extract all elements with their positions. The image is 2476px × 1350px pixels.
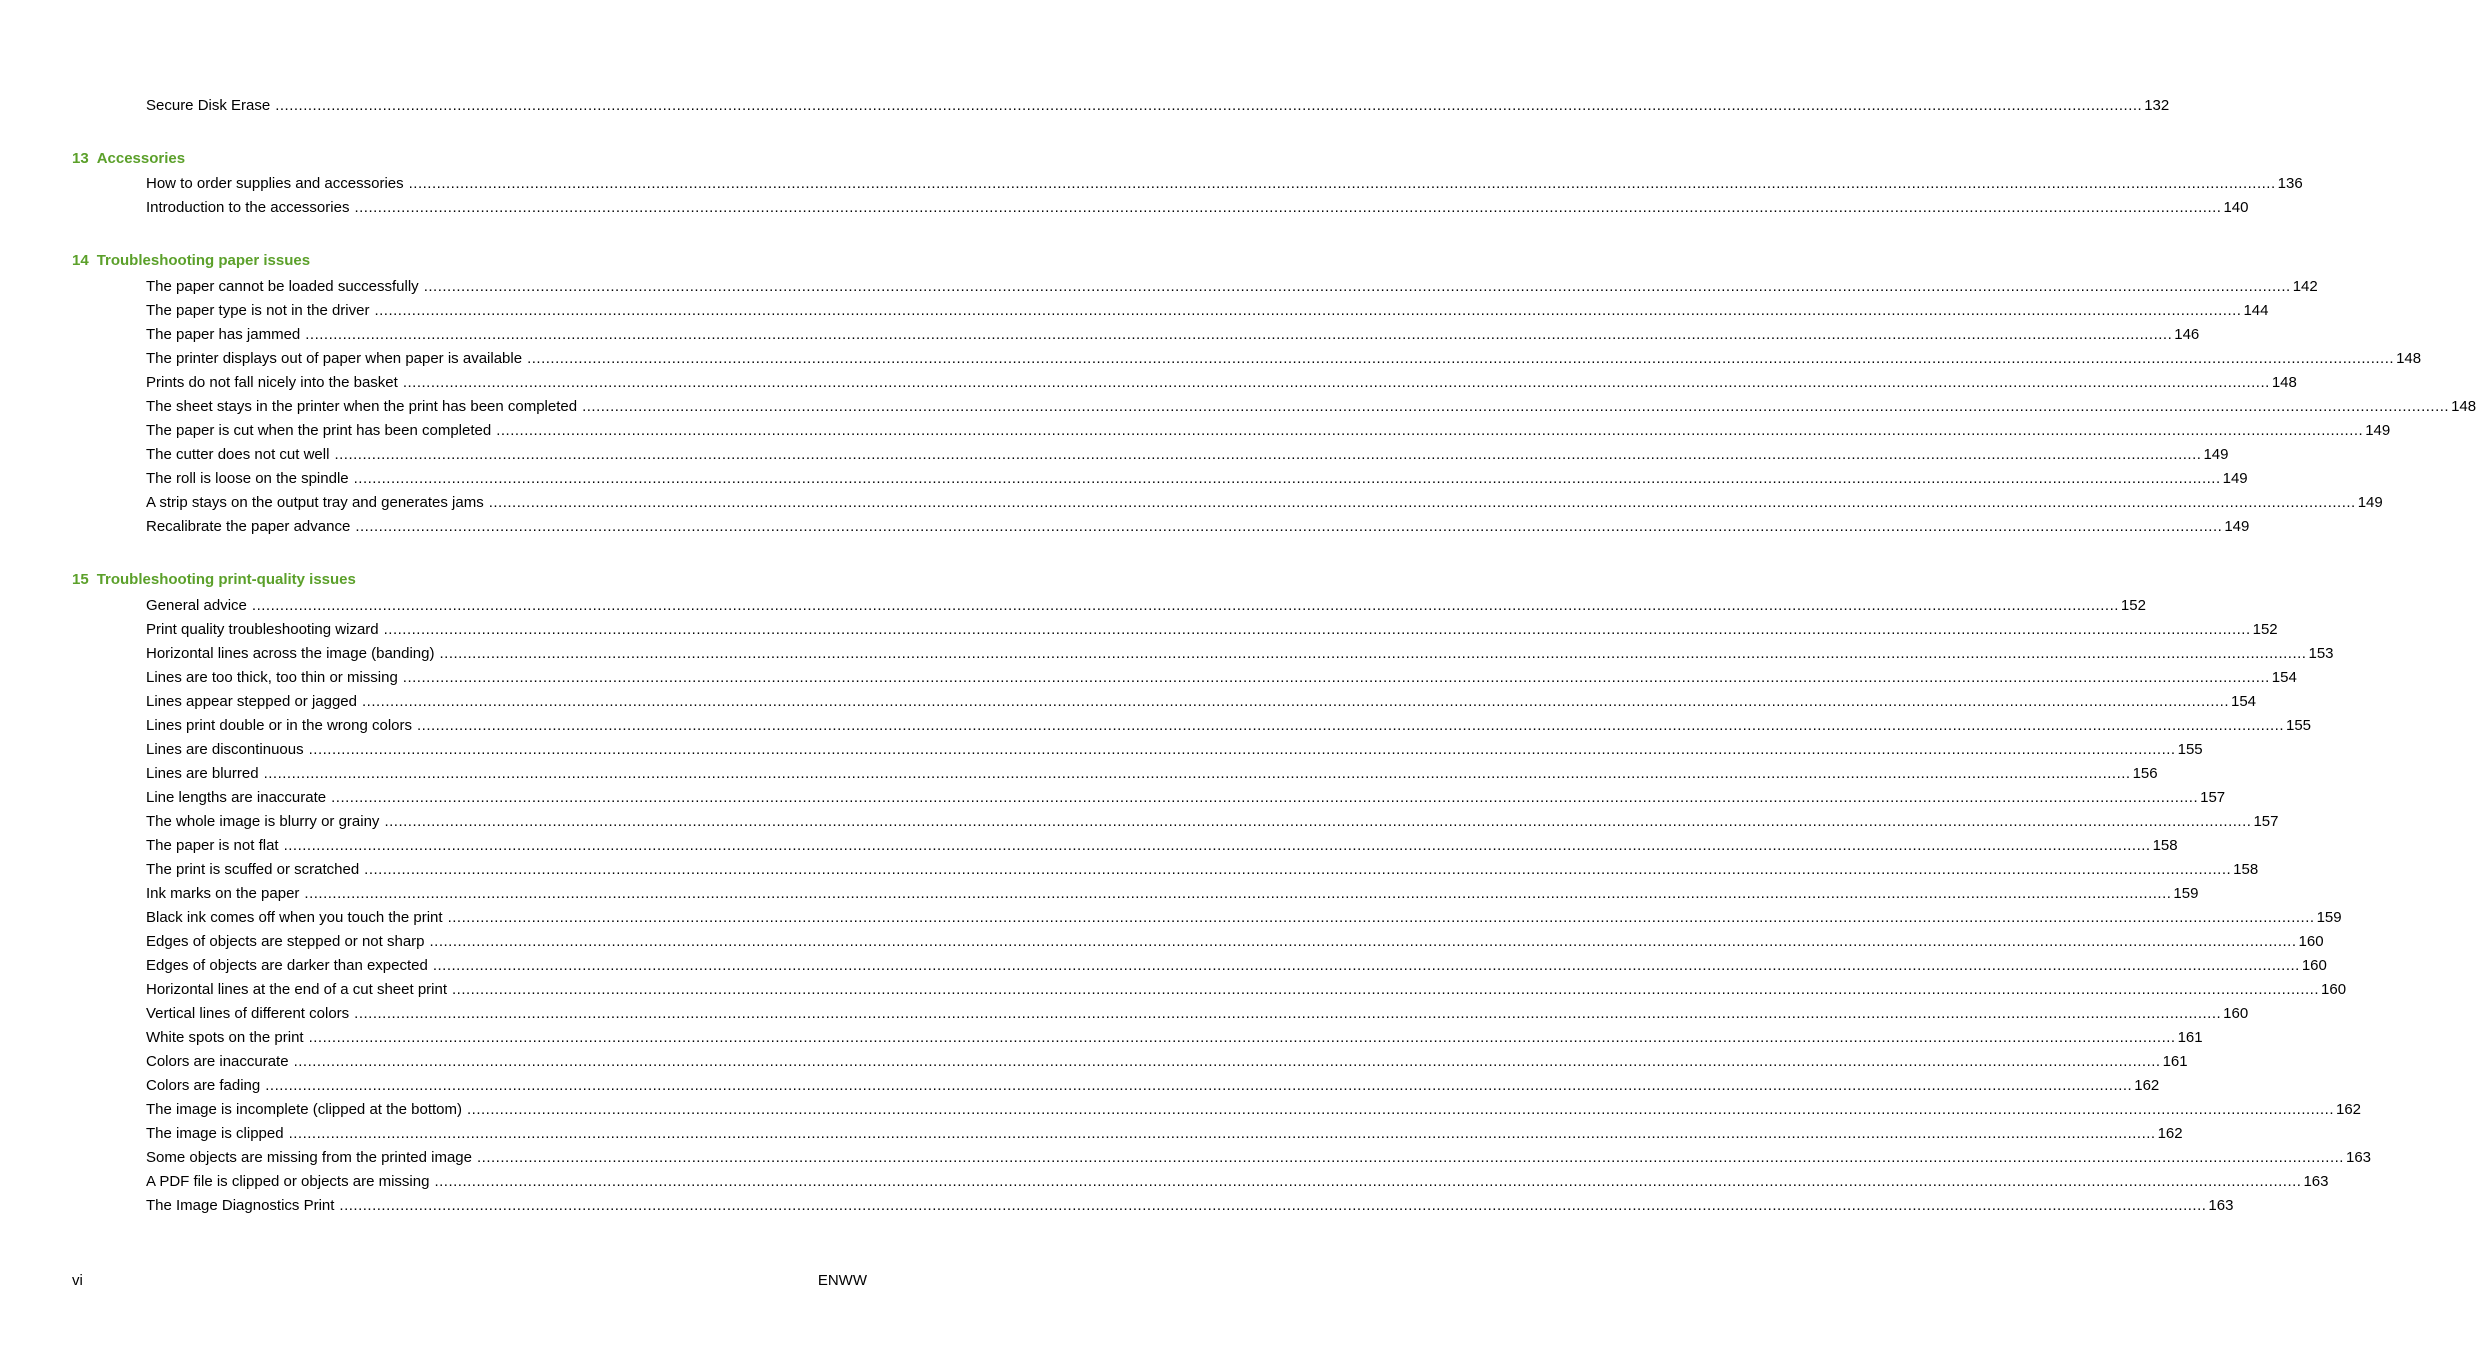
toc-entry-page-number[interactable]: 148 bbox=[2396, 350, 2422, 367]
dot-leader: ................................................................................................................................................................................................................................................................................................................................................................................................................ bbox=[265, 1077, 2133, 1094]
toc-entry-page-number[interactable]: 161 bbox=[2162, 1053, 2188, 1070]
toc-entry-page-number[interactable]: 142 bbox=[2292, 278, 2318, 295]
toc-entry[interactable] bbox=[146, 739, 2203, 761]
toc-entry-page-number[interactable]: 162 bbox=[2157, 1125, 2183, 1142]
toc-entry-page-number[interactable]: 161 bbox=[2177, 1029, 2203, 1046]
toc-entry-page-number[interactable]: 163 bbox=[2345, 1149, 2372, 1166]
toc-entry-title[interactable]: The paper is cut when the print has been completed bbox=[146, 422, 492, 439]
toc-entry[interactable] bbox=[146, 595, 2146, 617]
dot-leader: ................................................................................................................................................................................................................................................................................................................................................................................................................ bbox=[308, 1029, 2176, 1046]
toc-entry[interactable] bbox=[146, 300, 2269, 322]
toc-entry-page-number[interactable]: 162 bbox=[2336, 1101, 2362, 1118]
chapter-number: 13 bbox=[72, 150, 89, 167]
chapter-heading[interactable] bbox=[72, 250, 310, 272]
toc-entry-title[interactable]: Black ink comes off when you touch the print bbox=[146, 909, 443, 926]
dot-leader: ................................................................................................................................................................................................................................................................................................................................................................................................................ bbox=[527, 350, 2395, 367]
dot-leader: ................................................................................................................................................................................................................................................................................................................................................................................................................ bbox=[339, 1197, 2207, 1214]
toc-entry-title[interactable]: Line lengths are inaccurate bbox=[146, 789, 327, 806]
toc-entry-page-number[interactable]: 152 bbox=[2252, 621, 2278, 638]
dot-leader: ................................................................................................................................................................................................................................................................................................................................................................................................................ bbox=[283, 837, 2151, 854]
dot-leader: ................................................................................................................................................................................................................................................................................................................................................................................................................ bbox=[305, 326, 2173, 343]
footer-doc-code: ENWW bbox=[817, 1272, 867, 1289]
toc-entry[interactable] bbox=[146, 643, 2334, 665]
toc-entry-title[interactable]: General advice bbox=[146, 597, 247, 614]
toc-entry-page-number[interactable]: 155 bbox=[2286, 717, 2312, 734]
toc-entry-title[interactable]: Lines are too thick, too thin or missing bbox=[146, 669, 398, 686]
toc-entry-title[interactable]: Recalibrate the paper advance bbox=[146, 518, 351, 535]
toc-entry-page-number[interactable]: 158 bbox=[2233, 861, 2259, 878]
toc-entry-title[interactable]: Secure Disk Erase bbox=[146, 97, 271, 114]
dot-leader: ................................................................................................................................................................................................................................................................................................................................................................................................................ bbox=[383, 621, 2251, 638]
toc-entry-page-number[interactable]: 159 bbox=[2173, 885, 2199, 902]
toc-entry-title[interactable]: The image is clipped bbox=[146, 1125, 284, 1142]
dot-leader: ................................................................................................................................................................................................................................................................................................................................................................................................................ bbox=[353, 470, 2221, 487]
toc-entry-page-number[interactable]: 157 bbox=[2200, 789, 2226, 806]
chapter-number: 15 bbox=[72, 571, 89, 588]
toc-entry-title[interactable]: A strip stays on the output tray and generates jams bbox=[146, 494, 484, 511]
chapter-title[interactable]: Accessories bbox=[96, 150, 186, 167]
dot-leader: ................................................................................................................................................................................................................................................................................................................................................................................................................ bbox=[423, 278, 2291, 295]
toc-entry[interactable] bbox=[146, 492, 2383, 514]
toc-entry[interactable] bbox=[146, 173, 2303, 195]
toc-entry-page-number[interactable]: 160 bbox=[2298, 933, 2324, 950]
toc-entry-page-number[interactable]: 163 bbox=[2208, 1197, 2234, 1214]
toc-entry[interactable] bbox=[146, 197, 2249, 219]
toc-entry[interactable] bbox=[146, 396, 2476, 418]
toc-entry[interactable] bbox=[146, 1099, 2362, 1121]
toc-entry-page-number[interactable]: 160 bbox=[2321, 981, 2347, 998]
toc-entry[interactable] bbox=[146, 1027, 2203, 1049]
toc-entry-page-number[interactable]: 160 bbox=[2301, 957, 2327, 974]
dot-leader: ................................................................................................................................................................................................................................................................................................................................................................................................................ bbox=[308, 741, 2176, 758]
dot-leader: ................................................................................................................................................................................................................................................................................................................................................................................................................ bbox=[402, 669, 2270, 686]
toc-entry-title[interactable]: Lines print double or in the wrong colors bbox=[146, 717, 412, 734]
toc-entry-title[interactable]: Prints do not fall nicely into the basket bbox=[146, 374, 398, 391]
toc-entry-title[interactable]: The printer displays out of paper when paper is available bbox=[146, 350, 523, 367]
toc-entry[interactable] bbox=[146, 763, 2158, 785]
toc-entry[interactable] bbox=[146, 979, 2347, 1001]
toc-entry[interactable] bbox=[146, 811, 2279, 833]
toc-entry-title[interactable]: The sheet stays in the printer when the print has been completed bbox=[146, 398, 578, 415]
dot-leader: ................................................................................................................................................................................................................................................................................................................................................................................................................ bbox=[288, 1125, 2156, 1142]
toc-entry[interactable] bbox=[146, 1195, 2234, 1217]
dot-leader: ................................................................................................................................................................................................................................................................................................................................................................................................................ bbox=[275, 97, 2143, 114]
dot-leader: ................................................................................................................................................................................................................................................................................................................................................................................................................ bbox=[374, 302, 2242, 319]
dot-leader: ................................................................................................................................................................................................................................................................................................................................................................................................................ bbox=[439, 645, 2307, 662]
toc-entry-title[interactable]: The cutter does not cut well bbox=[146, 446, 330, 463]
toc-entry-page-number[interactable]: 149 bbox=[2357, 494, 2383, 511]
toc-entry[interactable] bbox=[146, 883, 2199, 905]
dot-leader: ................................................................................................................................................................................................................................................................................................................................................................................................................ bbox=[304, 885, 2172, 902]
toc-entry-title[interactable]: The paper cannot be loaded successfully bbox=[146, 278, 419, 295]
dot-leader: ................................................................................................................................................................................................................................................................................................................................................................................................................ bbox=[408, 175, 2276, 192]
toc-entry-page-number[interactable]: 132 bbox=[2144, 97, 2170, 114]
toc-entry[interactable] bbox=[146, 931, 2324, 953]
toc-entry[interactable] bbox=[146, 1003, 2249, 1025]
toc-entry-page-number[interactable]: 157 bbox=[2253, 813, 2279, 830]
chapter-number: 14 bbox=[72, 252, 89, 269]
toc-entry-title[interactable]: The whole image is blurry or grainy bbox=[146, 813, 380, 830]
dot-leader: ................................................................................................................................................................................................................................................................................................................................................................................................................ bbox=[334, 446, 2202, 463]
toc-entry-title[interactable]: The image is incomplete (clipped at the bottom) bbox=[146, 1101, 462, 1118]
toc-entry-title[interactable]: Colors are fading bbox=[146, 1077, 261, 1094]
dot-leader: ................................................................................................................................................................................................................................................................................................................................................................................................................ bbox=[362, 693, 2229, 710]
toc-entry-page-number[interactable]: 144 bbox=[2243, 302, 2269, 319]
toc-entry-title[interactable]: Lines are discontinuous bbox=[146, 741, 304, 758]
toc-entry[interactable] bbox=[146, 444, 2229, 466]
toc-entry[interactable] bbox=[146, 324, 2200, 346]
toc-entry-title[interactable]: Some objects are missing from the printed image bbox=[146, 1149, 472, 1166]
toc-entry-title[interactable]: Ink marks on the paper bbox=[146, 885, 300, 902]
toc-entry-title[interactable]: Horizontal lines across the image (banding) bbox=[146, 645, 435, 662]
chapter-heading[interactable] bbox=[72, 569, 356, 591]
toc-entry-title[interactable]: Lines are blurred bbox=[146, 765, 259, 782]
toc-entry[interactable] bbox=[146, 667, 2297, 689]
toc-entry-title[interactable]: The paper has jammed bbox=[146, 326, 301, 343]
toc-entry-page-number[interactable]: 148 bbox=[2451, 398, 2476, 415]
dot-leader: ................................................................................................................................................................................................................................................................................................................................................................................................................ bbox=[402, 374, 2270, 391]
toc-entry[interactable] bbox=[146, 1171, 2329, 1193]
dot-leader: ................................................................................................................................................................................................................................................................................................................................................................................................................ bbox=[364, 861, 2232, 878]
toc-entry[interactable] bbox=[146, 372, 2297, 394]
dot-leader: ................................................................................................................................................................................................................................................................................................................................................................................................................ bbox=[582, 398, 2450, 415]
toc-entry-title[interactable]: Introduction to the accessories bbox=[146, 199, 350, 216]
toc-entry[interactable] bbox=[146, 516, 2250, 538]
toc-entry-page-number[interactable]: 160 bbox=[2223, 1005, 2249, 1022]
toc-entry-page-number[interactable]: 148 bbox=[2271, 374, 2297, 391]
toc-entry-title[interactable]: How to order supplies and accessories bbox=[146, 175, 404, 192]
toc-entry-title[interactable]: Lines appear stepped or jagged bbox=[146, 693, 357, 710]
toc-entry-title[interactable]: The paper is not flat bbox=[146, 837, 279, 854]
toc-entry[interactable] bbox=[146, 691, 2257, 713]
footer-page-number: vi bbox=[72, 1272, 83, 1289]
dot-leader: ................................................................................................................................................................................................................................................................................................................................................................................................................ bbox=[476, 1149, 2344, 1166]
chapter-heading[interactable] bbox=[72, 148, 185, 170]
dot-leader: ................................................................................................................................................................................................................................................................................................................................................................................................................ bbox=[251, 597, 2119, 614]
chapter-title[interactable]: Troubleshooting paper issues bbox=[96, 252, 311, 269]
toc-entry-page-number[interactable]: 158 bbox=[2152, 837, 2178, 854]
toc-entry-page-number[interactable]: 159 bbox=[2316, 909, 2342, 926]
toc-entry-title[interactable]: The Image Diagnostics Print bbox=[146, 1197, 335, 1214]
toc-entry-page-number[interactable]: 153 bbox=[2308, 645, 2334, 662]
toc-entry-page-number[interactable]: 140 bbox=[2223, 199, 2249, 216]
toc-entry[interactable] bbox=[146, 619, 2278, 641]
toc-entry[interactable] bbox=[146, 348, 2422, 370]
toc-entry-title[interactable]: Vertical lines of different colors bbox=[146, 1005, 350, 1022]
toc-entry[interactable] bbox=[146, 468, 2248, 490]
toc-entry-title[interactable]: Print quality troubleshooting wizard bbox=[146, 621, 379, 638]
toc-entry[interactable] bbox=[146, 907, 2342, 929]
dot-leader: ................................................................................................................................................................................................................................................................................................................................................................................................................ bbox=[417, 717, 2284, 734]
toc-entry[interactable] bbox=[146, 1147, 2372, 1169]
toc-entry-page-number[interactable]: 163 bbox=[2303, 1173, 2329, 1190]
dot-leader: ................................................................................................................................................................................................................................................................................................................................................................................................................ bbox=[434, 1173, 2302, 1190]
toc-entry[interactable] bbox=[146, 859, 2259, 881]
toc-entry[interactable] bbox=[146, 95, 2170, 117]
dot-leader: ................................................................................................................................................................................................................................................................................................................................................................................................................ bbox=[452, 981, 2320, 998]
toc-entry-title[interactable]: Edges of objects are stepped or not sharp bbox=[146, 933, 425, 950]
toc-entry[interactable] bbox=[146, 276, 2318, 298]
toc-entry-title[interactable]: The paper type is not in the driver bbox=[146, 302, 370, 319]
toc-entry[interactable] bbox=[146, 1051, 2188, 1073]
toc-entry-title[interactable]: Colors are inaccurate bbox=[146, 1053, 289, 1070]
toc-entry-page-number[interactable]: 162 bbox=[2134, 1077, 2160, 1094]
toc-entry-title[interactable]: White spots on the print bbox=[146, 1029, 304, 1046]
toc-entry-title[interactable]: Horizontal lines at the end of a cut sheet print bbox=[146, 981, 448, 998]
toc-entry-title[interactable]: The roll is loose on the spindle bbox=[146, 470, 349, 487]
chapter-title[interactable]: Troubleshooting print-quality issues bbox=[96, 571, 356, 588]
toc-entry-page-number[interactable]: 156 bbox=[2132, 765, 2158, 782]
toc-entry-page-number[interactable]: 152 bbox=[2120, 597, 2146, 614]
dot-leader: ................................................................................................................................................................................................................................................................................................................................................................................................................ bbox=[354, 199, 2222, 216]
toc-entry-page-number[interactable]: 136 bbox=[2277, 175, 2303, 192]
dot-leader: ................................................................................................................................................................................................................................................................................................................................................................................................................ bbox=[467, 1101, 2334, 1118]
dot-leader: ................................................................................................................................................................................................................................................................................................................................................................................................................ bbox=[354, 1005, 2222, 1022]
dot-leader: ................................................................................................................................................................................................................................................................................................................................................................................................................ bbox=[384, 813, 2252, 830]
dot-leader: ................................................................................................................................................................................................................................................................................................................................................................................................................ bbox=[496, 422, 2364, 439]
toc-entry-page-number[interactable]: 149 bbox=[2203, 446, 2229, 463]
toc-entry-title[interactable]: Edges of objects are darker than expected bbox=[146, 957, 428, 974]
toc-entry-page-number[interactable]: 155 bbox=[2177, 741, 2203, 758]
toc-entry[interactable] bbox=[146, 955, 2327, 977]
toc-entry-page-number[interactable]: 149 bbox=[2224, 518, 2250, 535]
toc-entry[interactable] bbox=[146, 1123, 2183, 1145]
toc-entry-page-number[interactable]: 149 bbox=[2365, 422, 2391, 439]
toc-entry-page-number[interactable]: 149 bbox=[2222, 470, 2248, 487]
toc-entry[interactable] bbox=[146, 787, 2226, 809]
toc-entry-page-number[interactable]: 146 bbox=[2174, 326, 2200, 343]
dot-leader: ................................................................................................................................................................................................................................................................................................................................................................................................................ bbox=[263, 765, 2131, 782]
dot-leader: ................................................................................................................................................................................................................................................................................................................................................................................................................ bbox=[447, 909, 2315, 926]
toc-entry-page-number[interactable]: 154 bbox=[2271, 669, 2297, 686]
dot-leader: ................................................................................................................................................................................................................................................................................................................................................................................................................ bbox=[488, 494, 2356, 511]
toc-entry[interactable] bbox=[146, 835, 2178, 857]
toc-entry[interactable] bbox=[146, 715, 2312, 737]
dot-leader: ................................................................................................................................................................................................................................................................................................................................................................................................................ bbox=[429, 933, 2297, 950]
dot-leader: ................................................................................................................................................................................................................................................................................................................................................................................................................ bbox=[331, 789, 2199, 806]
toc-entry-page-number[interactable]: 154 bbox=[2231, 693, 2257, 710]
dot-leader: ................................................................................................................................................................................................................................................................................................................................................................................................................ bbox=[293, 1053, 2161, 1070]
toc-entry[interactable] bbox=[146, 1075, 2160, 1097]
toc-entry-title[interactable]: A PDF file is clipped or objects are missing bbox=[146, 1173, 430, 1190]
dot-leader: ................................................................................................................................................................................................................................................................................................................................................................................................................ bbox=[432, 957, 2300, 974]
toc-entry-title[interactable]: The print is scuffed or scratched bbox=[146, 861, 360, 878]
toc-entry[interactable] bbox=[146, 420, 2391, 442]
dot-leader: ................................................................................................................................................................................................................................................................................................................................................................................................................ bbox=[355, 518, 2223, 535]
